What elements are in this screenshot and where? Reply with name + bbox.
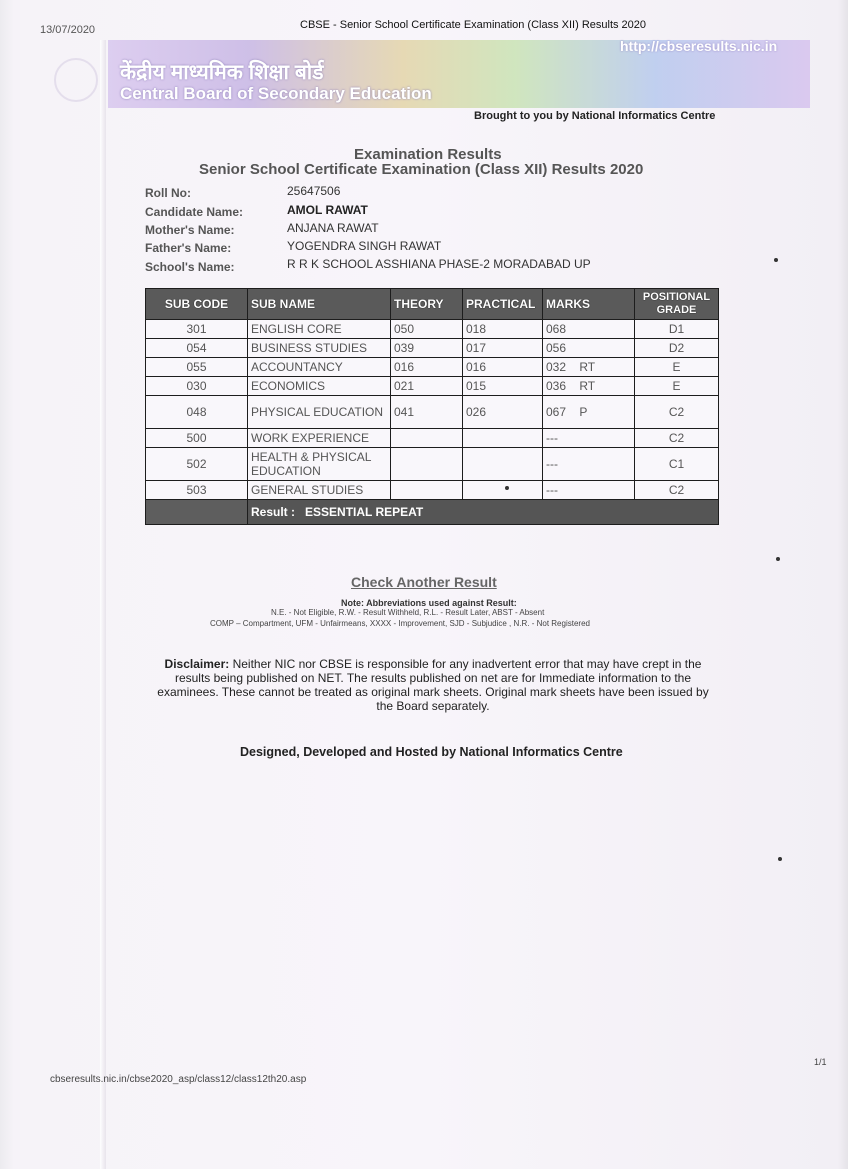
father-name-label: Father's Name: [145,241,232,255]
sub-code: 301 [146,320,248,339]
sub-name: ECONOMICS [248,377,391,396]
print-title: CBSE - Senior School Certificate Examination (Class XII) Results 2020 [300,19,647,31]
check-another-result-link[interactable]: Check Another Result [351,574,497,590]
grade: D2 [635,339,719,358]
candidate-name-value: AMOL RAWAT [287,203,368,217]
col-sub-name: SUB NAME [248,289,391,320]
result-row [146,500,719,525]
notes-line-2: COMP – Compartment, UFM - Unfairmeans, XXXX - Improvement, SJD - Subjudice , N.R. - Not Registered [210,619,590,628]
grade: D1 [635,320,719,339]
theory [391,429,463,448]
grade: C2 [635,396,719,429]
print-date: 13/07/2020 [40,24,96,36]
page-title: Examination Results [354,146,502,163]
theory: 039 [391,339,463,358]
marks: 068 [543,320,635,339]
marks: 067 P [543,396,635,429]
page-number: 1/1 [814,1057,827,1067]
grade: C2 [635,481,719,500]
col-practical: PRACTICAL [463,289,543,320]
notes-title: Note: Abbreviations used against Result: [341,598,517,608]
marks: --- [543,429,635,448]
marks: 032 RT [543,358,635,377]
practical: 015 [463,377,543,396]
theory: 050 [391,320,463,339]
father-name-value: YOGENDRA SINGH RAWAT [287,239,442,253]
sub-code: 500 [146,429,248,448]
banner-hindi-title: केंद्रीय माध्यमिक शिक्षा बोर्ड [120,61,324,84]
table-row [146,320,719,339]
school-name-label: School's Name: [145,260,235,274]
sub-name: PHYSICAL EDUCATION [248,396,391,429]
paper-fold [100,40,106,1169]
grade: C2 [635,429,719,448]
grade: C1 [635,448,719,481]
practical: 017 [463,339,543,358]
table-row [146,396,719,429]
marks-header-row [146,289,719,320]
table-row [146,339,719,358]
mother-name-value: ANJANA RAWAT [287,221,379,235]
theory [391,448,463,481]
sub-name: WORK EXPERIENCE [248,429,391,448]
sub-name: BUSINESS STUDIES [248,339,391,358]
col-sub-code: SUB CODE [146,289,248,320]
notes-line-1: N.E. - Not Eligible, R.W. - Result Withheld, R.L. - Result Later, ABST - Absent [271,608,545,617]
sub-name: ACCOUNTANCY [248,358,391,377]
school-name-value: R R K SCHOOL ASSHIANA PHASE-2 MORADABAD UP [287,257,591,271]
sub-code: 503 [146,481,248,500]
sub-code: 055 [146,358,248,377]
table-row [146,448,719,481]
sub-code: 030 [146,377,248,396]
practical [463,448,543,481]
mother-name-label: Mother's Name: [145,223,235,237]
theory: 041 [391,396,463,429]
sub-name: HEALTH & PHYSICAL EDUCATION [248,448,391,481]
disclaimer [148,657,718,713]
practical [463,481,543,500]
designed-by: Designed, Developed and Hosted by National Informatics Centre [240,745,623,759]
candidate-name-label: Candidate Name: [145,205,244,219]
marks: 036 RT [543,377,635,396]
disclaimer-label: Disclaimer: [164,657,230,671]
banner-english-title: Central Board of Secondary Education [120,84,432,103]
result-text: Result : ESSENTIAL REPEAT [248,500,719,525]
practical [463,429,543,448]
disclaimer-text: Neither NIC nor CBSE is responsible for any inadvertent error that may have crept in the results being published on NET. The results published on net are for Immediate information to the examinees. These cannot be treated as original mark sheets. Original mark sheets have been issued by the Board separately. [157,657,709,713]
col-marks: MARKS [543,289,635,320]
scan-speck [505,486,509,490]
marks-table [145,288,719,525]
theory [391,481,463,500]
scan-speck [776,557,780,561]
print-footer-url: cbseresults.nic.in/cbse2020_asp/class12/class12th20.asp [50,1074,307,1085]
table-row [146,377,719,396]
table-row [146,481,719,500]
col-positional-grade: POSITIONAL GRADE [635,289,719,320]
cbse-logo-icon [54,58,98,102]
marks: 056 [543,339,635,358]
sub-name: ENGLISH CORE [248,320,391,339]
theory: 021 [391,377,463,396]
table-row [146,358,719,377]
sub-name: GENERAL STUDIES [248,481,391,500]
roll-value: 25647506 [287,184,341,198]
sub-code: 054 [146,339,248,358]
nic-byline: Brought to you by National Informatics Centre [474,110,716,122]
practical: 018 [463,320,543,339]
scan-speck [774,258,778,262]
banner-url-link[interactable]: http://cbseresults.nic.in [620,38,778,54]
grade: E [635,377,719,396]
roll-label: Roll No: [145,186,191,200]
table-row [146,429,719,448]
col-theory: THEORY [391,289,463,320]
marks: --- [543,481,635,500]
sub-code: 502 [146,448,248,481]
result-spacer [146,500,248,525]
theory: 016 [391,358,463,377]
scan-speck [778,857,782,861]
practical: 026 [463,396,543,429]
grade: E [635,358,719,377]
marks: --- [543,448,635,481]
sub-code: 048 [146,396,248,429]
exam-title: Senior School Certificate Examination (Class XII) Results 2020 [199,161,644,178]
practical: 016 [463,358,543,377]
